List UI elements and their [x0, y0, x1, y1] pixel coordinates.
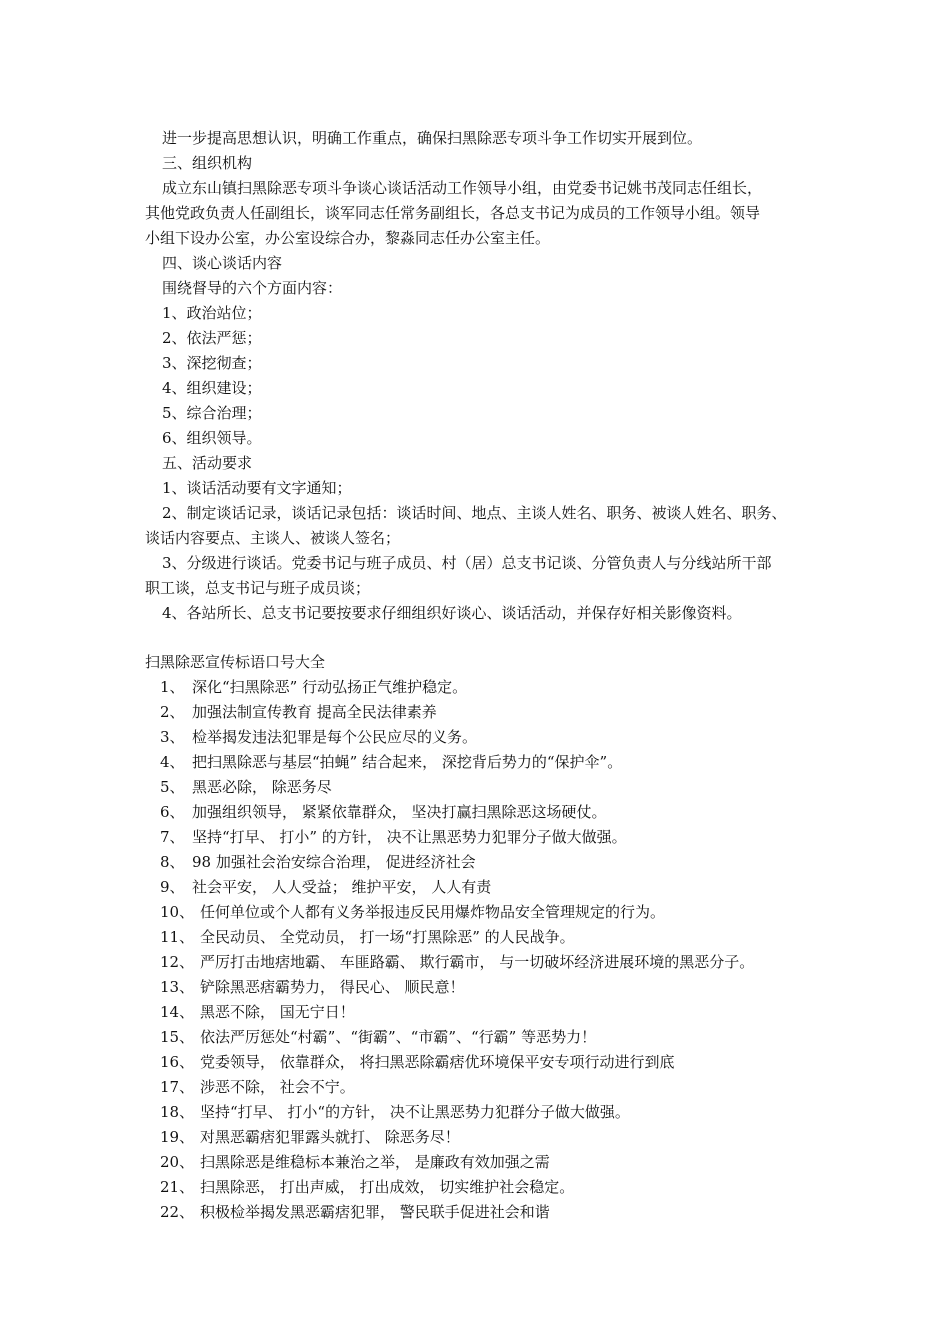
- requirement-4: 4、各站所长、总支书记要按要求仔细组织好谈心、谈话活动，并保存好相关影像资料。: [162, 604, 742, 622]
- slogan-item: [160, 702, 437, 722]
- paragraph-3-line-2: 其他党政负责人任副组长，谈军同志任常务副组长，各总支书记为成员的工作领导小组。领导: [145, 204, 761, 222]
- slogan-number: 7、: [160, 828, 185, 846]
- section-heading-4: 四、谈心谈话内容: [162, 254, 283, 272]
- slogan-number: 22、: [160, 1203, 195, 1221]
- slogan-number: 13、: [160, 978, 195, 996]
- requirement-1: 1、谈话活动要有文字通知；: [162, 479, 352, 497]
- slogan-text: 检举揭发违法犯罪是每个公民应尽的义务。: [192, 728, 478, 746]
- slogan-text: 加强组织领导， 紧紧依靠群众， 坚决打赢扫黑除恶这场硬仗。: [192, 803, 607, 821]
- slogan-number: 3、: [160, 728, 185, 746]
- slogan-item: [160, 1202, 550, 1222]
- slogan-number: 14、: [160, 1003, 195, 1021]
- slogan-item: [160, 952, 754, 972]
- slogan-text: 坚持“打早、 打小” 的方针， 决不让黑恶势力犯罪分子做大做强。: [192, 828, 627, 846]
- slogan-text: 依法严厉惩处“村霸”、“街霸”、“市霸”、“行霸” 等恶势力！: [200, 1028, 597, 1046]
- slogan-number: 18、: [160, 1103, 195, 1121]
- slogan-text: 积极检举揭发黑恶霸痞犯罪， 警民联手促进社会和谐: [200, 1203, 550, 1221]
- slogan-number: 11、: [160, 928, 195, 946]
- slogan-text: 扫黑除恶是维稳标本兼治之举， 是廉政有效加强之需: [200, 1153, 550, 1171]
- slogan-number: 1、: [160, 678, 185, 696]
- slogan-item: [160, 1002, 355, 1022]
- list-item: 2、依法严惩；: [162, 329, 262, 347]
- slogan-text: 铲除黑恶痞霸势力， 得民心、 顺民意！: [200, 978, 465, 996]
- slogan-item: [160, 1177, 574, 1197]
- slogans-title: 扫黑除恶宣传标语口号大全: [145, 653, 326, 671]
- slogan-text: 黑恶不除， 国无宁日！: [200, 1003, 355, 1021]
- slogan-item: [160, 1152, 550, 1172]
- slogan-text: 党委领导， 依靠群众， 将扫黑恶除霸痞优环境保平安专项行动进行到底: [200, 1053, 675, 1071]
- slogan-text: 任何单位或个人都有义务举报违反民用爆炸物品安全管理规定的行为。: [200, 903, 666, 921]
- slogan-item: [160, 777, 332, 797]
- slogan-number: 16、: [160, 1053, 195, 1071]
- paragraph-intro-end: 进一步提高思想认识，明确工作重点，确保扫黑除恶专项斗争工作切实开展到位。: [162, 129, 703, 147]
- slogan-text: 对黑恶霸痞犯罪露头就打、 除恶务尽！: [200, 1128, 460, 1146]
- slogan-item: [160, 727, 477, 747]
- slogan-item: [160, 1077, 355, 1097]
- slogan-item: [160, 1027, 596, 1047]
- slogan-number: 15、: [160, 1028, 195, 1046]
- requirement-2-line-1: 2、制定谈话记录，谈话记录包括：谈话时间、地点、主谈人姓名、职务、被谈人姓名、职务、: [162, 504, 787, 522]
- slogan-item: [160, 827, 627, 847]
- list-item: 3、深挖彻查；: [162, 354, 262, 372]
- slogan-number: 4、: [160, 753, 185, 771]
- slogan-item: [160, 902, 665, 922]
- slogan-item: [160, 677, 467, 697]
- slogan-text: 扫黑除恶， 打出声威， 打出成效， 切实维护社会稳定。: [200, 1178, 575, 1196]
- slogan-number: 6、: [160, 803, 185, 821]
- slogan-text: 把扫黑除恶与基层“拍蝇” 结合起来， 深挖背后势力的“保护伞”。: [192, 753, 623, 771]
- slogan-item: [160, 927, 575, 947]
- slogan-number: 5、: [160, 778, 185, 796]
- slogan-text: 社会平安， 人人受益； 维护平安， 人人有责: [192, 878, 492, 896]
- slogan-text: 坚持“打早、 打小“的方针， 决不让黑恶势力犯群分子做大做强。: [200, 1103, 630, 1121]
- requirement-3-line-1: 3、分级进行谈话。党委书记与班子成员、村（居）总支书记谈、分管负责人与分线站所干部: [162, 554, 772, 572]
- slogan-text: 涉恶不除， 社会不宁。: [200, 1078, 355, 1096]
- slogan-number: 10、: [160, 903, 195, 921]
- paragraph-3-line-3: 小组下设办公室，办公室设综合办，黎淼同志任办公室主任。: [145, 229, 551, 247]
- slogan-item: [160, 1127, 460, 1147]
- slogan-number: 20、: [160, 1153, 195, 1171]
- slogan-text: 黑恶必除， 除恶务尽: [192, 778, 332, 796]
- slogan-text: 深化“扫黑除恶” 行动弘扬正气维护稳定。: [192, 678, 468, 696]
- slogan-number: 8、: [160, 853, 185, 871]
- slogan-item: [160, 977, 465, 997]
- list-item: 1、政治站位；: [162, 304, 262, 322]
- list-item: 6、组织领导。: [162, 429, 262, 447]
- slogan-item: [160, 852, 476, 872]
- slogan-text: 98 加强社会治安综合治理， 促进经济社会: [192, 853, 476, 871]
- paragraph-3-line-1: 成立东山镇扫黑除恶专项斗争谈心谈话活动工作领导小组，由党委书记姚书茂同志任组长，: [162, 179, 763, 197]
- slogan-number: 9、: [160, 878, 185, 896]
- slogan-item: [160, 877, 491, 897]
- slogan-number: 21、: [160, 1178, 195, 1196]
- slogan-item: [160, 752, 622, 772]
- slogan-number: 2、: [160, 703, 185, 721]
- requirement-3-line-2: 职工谈，总支书记与班子成员谈；: [145, 579, 371, 597]
- list-item: 4、组织建设；: [162, 379, 262, 397]
- slogan-text: 全民动员、 全党动员， 打一场“打黑除恶” 的人民战争。: [200, 928, 575, 946]
- slogan-text: 严厉打击地痞地霸、 车匪路霸、 欺行霸市， 与一切破坏经济进展环境的黑恶分子。: [200, 953, 755, 971]
- section-heading-5: 五、活动要求: [162, 454, 253, 472]
- slogan-text: 加强法制宣传教育 提高全民法律素养: [192, 703, 437, 721]
- slogan-item: [160, 802, 607, 822]
- slogan-number: 19、: [160, 1128, 195, 1146]
- slogan-number: 17、: [160, 1078, 195, 1096]
- slogan-item: [160, 1052, 675, 1072]
- list-item: 5、综合治理；: [162, 404, 262, 422]
- paragraph-4: 围绕督导的六个方面内容：: [162, 279, 343, 297]
- requirement-2-line-2: 谈话内容要点、主谈人、被谈人签名；: [145, 529, 401, 547]
- slogan-number: 12、: [160, 953, 195, 971]
- slogan-item: [160, 1102, 630, 1122]
- section-heading-3: 三、组织机构: [162, 154, 253, 172]
